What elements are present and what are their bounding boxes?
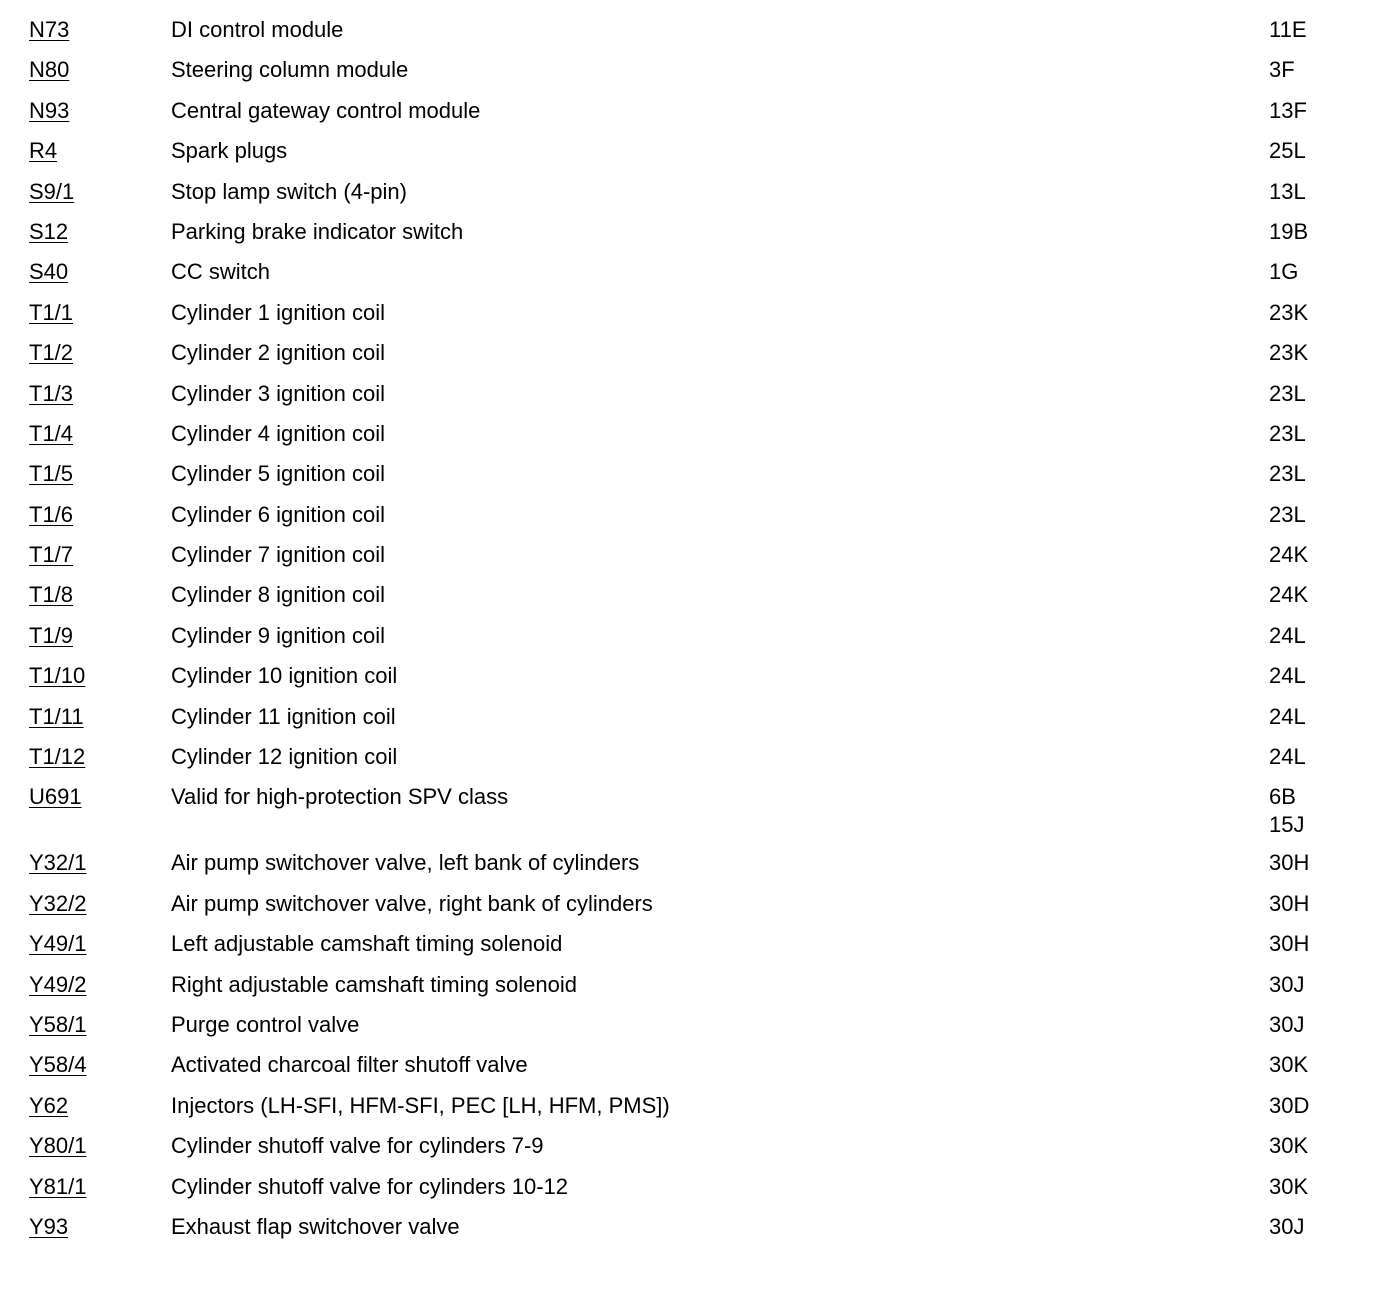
grid-location-cell: [1269, 299, 1379, 327]
component-code-cell: [0, 541, 171, 569]
legend-row: [0, 703, 1392, 743]
grid-location-cell: [1269, 662, 1379, 690]
component-code-cell: [0, 380, 171, 408]
component-description: Parking brake indicator switch: [171, 218, 464, 244]
component-code-link[interactable]: R4: [29, 138, 58, 164]
legend-row: [0, 971, 1392, 1011]
legend-row: [0, 1051, 1392, 1091]
component-code-cell: [0, 849, 171, 877]
component-code-link[interactable]: S12: [29, 218, 69, 244]
grid-location: 30H: [1269, 890, 1310, 916]
component-code-cell: [0, 971, 171, 999]
legend-row: [0, 380, 1392, 420]
legend-row: [0, 460, 1392, 500]
component-code-link[interactable]: T1/10: [29, 663, 86, 689]
component-code-link[interactable]: N73: [29, 17, 70, 42]
component-code-cell: [0, 743, 171, 771]
component-description: Cylinder shutoff valve for cylinders 10-12: [171, 1173, 569, 1199]
component-legend-list: [0, 16, 1392, 1253]
legend-row: [0, 97, 1392, 137]
component-code-link[interactable]: U691: [29, 784, 82, 810]
component-code-cell: [0, 299, 171, 327]
component-code-cell: [0, 501, 171, 529]
component-code-link[interactable]: N80: [29, 57, 70, 83]
legend-row: [0, 783, 1392, 849]
grid-location: 30K: [1269, 1133, 1309, 1159]
component-code-cell: [0, 137, 171, 165]
component-code-cell: [0, 890, 171, 918]
component-code-cell: [0, 339, 171, 367]
component-description: Cylinder 2 ignition coil: [171, 340, 385, 366]
grid-location-cell: [1269, 1051, 1379, 1079]
grid-location-cell: [1269, 971, 1379, 999]
grid-location: 25L: [1269, 138, 1306, 164]
legend-row: [0, 258, 1392, 298]
component-code-link[interactable]: Y62: [29, 1092, 69, 1118]
grid-location-cell: [1269, 703, 1379, 731]
grid-location-cell: [1269, 541, 1379, 569]
grid-location: 30H: [1269, 850, 1310, 876]
component-code-cell: [0, 581, 171, 609]
component-code-link[interactable]: Y93: [29, 1213, 69, 1239]
grid-location-cell: [1269, 1173, 1379, 1201]
grid-location-cell: [1269, 218, 1379, 246]
component-code-cell: [0, 460, 171, 488]
legend-row: [0, 1092, 1392, 1132]
grid-location: 30K: [1269, 1052, 1309, 1078]
grid-location: 30J: [1269, 1213, 1305, 1239]
legend-row: [0, 622, 1392, 662]
grid-location-cell: [1269, 97, 1379, 125]
grid-location-cell: [1269, 890, 1379, 918]
component-code-cell: [0, 1173, 171, 1201]
component-description: CC switch: [171, 259, 271, 285]
component-description: Stop lamp switch (4-pin): [171, 178, 407, 204]
grid-location: 23L: [1269, 420, 1306, 446]
component-code-cell: [0, 703, 171, 731]
component-code-cell: [0, 420, 171, 448]
grid-location-cell: [1269, 460, 1379, 488]
legend-row: [0, 178, 1392, 218]
component-description: Valid for high-protection SPV class: [171, 784, 509, 810]
component-description: Cylinder 10 ignition coil: [171, 663, 398, 689]
component-description: Purge control valve: [171, 1011, 360, 1037]
legend-row: [0, 1011, 1392, 1051]
component-code-link[interactable]: Y49/2: [29, 971, 87, 997]
component-code-link[interactable]: Y49/1: [29, 931, 87, 957]
grid-location: 24K: [1269, 542, 1309, 568]
component-description: Air pump switchover valve, right bank of cylinders: [171, 890, 653, 916]
component-description: Cylinder 6 ignition coil: [171, 501, 385, 527]
grid-location: 19B: [1269, 218, 1309, 244]
grid-location-cell: [1269, 1213, 1379, 1241]
component-code-link[interactable]: Y80/1: [29, 1133, 87, 1159]
legend-row: [0, 743, 1392, 783]
legend-row: [0, 218, 1392, 258]
component-description: Spark plugs: [171, 138, 288, 164]
component-code-link[interactable]: S9/1: [29, 178, 75, 204]
component-description: Cylinder 1 ignition coil: [171, 299, 385, 325]
grid-location: 30J: [1269, 971, 1305, 997]
component-code-cell: [0, 1051, 171, 1079]
component-code-link[interactable]: Y81/1: [29, 1173, 87, 1199]
grid-location-cell: [1269, 849, 1379, 877]
grid-location-cell: [1269, 622, 1379, 650]
legend-row: [0, 16, 1392, 56]
component-description: Steering column module: [171, 57, 409, 83]
grid-location-cell: [1269, 420, 1379, 448]
legend-row: [0, 420, 1392, 460]
component-code-cell: [0, 783, 171, 811]
legend-row: [0, 137, 1392, 177]
grid-location: 30D: [1269, 1092, 1310, 1118]
grid-location: 30J: [1269, 1011, 1305, 1037]
component-code-link[interactable]: Y58/1: [29, 1011, 87, 1037]
component-description: Cylinder 9 ignition coil: [171, 622, 385, 648]
grid-location: 24L: [1269, 622, 1306, 648]
grid-location: 11E: [1269, 17, 1307, 42]
component-code-cell: [0, 662, 171, 690]
component-code-link[interactable]: Y32/2: [29, 890, 87, 916]
component-description: Cylinder shutoff valve for cylinders 7-9: [171, 1133, 544, 1159]
component-description: Exhaust flap switchover valve: [171, 1213, 460, 1239]
grid-location-cell: [1269, 581, 1379, 609]
grid-location: 23K: [1269, 340, 1309, 366]
grid-location-cell: [1269, 743, 1379, 771]
grid-location: 6B: [1269, 784, 1296, 810]
grid-location: 13L: [1269, 178, 1306, 204]
component-code-cell: [0, 1011, 171, 1039]
grid-location: 30K: [1269, 1173, 1309, 1199]
legend-row: [0, 930, 1392, 970]
component-description: Air pump switchover valve, left bank of cylinders: [171, 850, 640, 876]
component-description: Right adjustable camshaft timing solenoid: [171, 971, 578, 997]
grid-location: 3F: [1269, 57, 1295, 83]
component-code-cell: [0, 97, 171, 125]
grid-location-cell: [1269, 56, 1379, 84]
grid-location: 1G: [1269, 259, 1299, 285]
legend-row: [0, 56, 1392, 96]
component-code-link[interactable]: T1/9: [29, 622, 74, 648]
grid-location-cell: [1269, 339, 1379, 367]
grid-location: 23L: [1269, 461, 1306, 487]
component-code-link[interactable]: T1/11: [29, 703, 84, 729]
grid-location-cell: [1269, 137, 1379, 165]
component-code-cell: [0, 1092, 171, 1120]
component-code-link[interactable]: Y58/4: [29, 1052, 87, 1078]
legend-row: [0, 849, 1392, 889]
component-code-cell: [0, 1213, 171, 1241]
legend-row: [0, 1132, 1392, 1172]
component-code-cell: [0, 258, 171, 286]
component-description: Cylinder 12 ignition coil: [171, 744, 398, 770]
grid-location-cell: [1269, 930, 1379, 958]
component-code-link[interactable]: N93: [29, 97, 70, 123]
legend-row: [0, 339, 1392, 379]
grid-location-cell: [1269, 783, 1379, 839]
grid-location: 23L: [1269, 501, 1306, 527]
component-description: Central gateway control module: [171, 97, 481, 123]
component-code-link[interactable]: T1/5: [29, 461, 74, 487]
legend-row: [0, 1213, 1392, 1253]
component-description: Cylinder 3 ignition coil: [171, 380, 385, 406]
component-code-cell: [0, 56, 171, 84]
grid-location: 30H: [1269, 931, 1310, 957]
grid-location: 13F: [1269, 97, 1307, 123]
component-description: Activated charcoal filter shutoff valve: [171, 1052, 528, 1078]
grid-location-cell: [1269, 178, 1379, 206]
legend-row: [0, 501, 1392, 541]
component-code-link[interactable]: T1/7: [29, 542, 74, 568]
grid-location-cell: [1269, 16, 1379, 44]
grid-location: 15J: [1269, 812, 1305, 838]
component-code-link[interactable]: T1/2: [29, 340, 74, 366]
legend-row: [0, 1173, 1392, 1213]
legend-row: [0, 890, 1392, 930]
legend-row: [0, 662, 1392, 702]
grid-location: 24L: [1269, 663, 1306, 689]
component-code-link[interactable]: T1/6: [29, 501, 74, 527]
grid-location: 24L: [1269, 744, 1306, 770]
component-code-cell: [0, 1132, 171, 1160]
component-code-cell: [0, 622, 171, 650]
component-code-link[interactable]: T1/12: [29, 744, 86, 770]
legend-row: [0, 299, 1392, 339]
component-description: Left adjustable camshaft timing solenoid: [171, 931, 563, 957]
component-code-link[interactable]: S40: [29, 259, 69, 285]
component-description: Cylinder 5 ignition coil: [171, 461, 385, 487]
component-code-cell: [0, 178, 171, 206]
grid-location-cell: [1269, 380, 1379, 408]
component-code-link[interactable]: T1/1: [29, 299, 74, 325]
component-code-link[interactable]: Y32/1: [29, 850, 87, 876]
component-code-link[interactable]: T1/4: [29, 420, 74, 446]
grid-location-cell: [1269, 501, 1379, 529]
grid-location-cell: [1269, 1092, 1379, 1120]
legend-row: [0, 541, 1392, 581]
component-code-link[interactable]: T1/8: [29, 582, 74, 608]
component-code-cell: [0, 930, 171, 958]
grid-location: 23K: [1269, 299, 1309, 325]
grid-location-cell: [1269, 258, 1379, 286]
grid-location-cell: [1269, 1132, 1379, 1160]
component-description: Cylinder 8 ignition coil: [171, 582, 385, 608]
component-code-link[interactable]: T1/3: [29, 380, 74, 406]
component-description: Injectors (LH-SFI, HFM-SFI, PEC [LH, HFM, PMS]): [171, 1092, 670, 1118]
component-description: Cylinder 11 ignition coil: [171, 703, 396, 729]
component-code-cell: [0, 16, 171, 44]
legend-row: [0, 581, 1392, 621]
grid-location-cell: [1269, 1011, 1379, 1039]
component-code-cell: [0, 218, 171, 246]
grid-location: 24K: [1269, 582, 1309, 608]
grid-location: 24L: [1269, 703, 1306, 729]
grid-location: 23L: [1269, 380, 1306, 406]
component-description: Cylinder 4 ignition coil: [171, 420, 385, 446]
component-description: Cylinder 7 ignition coil: [171, 542, 385, 568]
component-description: DI control module: [171, 17, 344, 42]
